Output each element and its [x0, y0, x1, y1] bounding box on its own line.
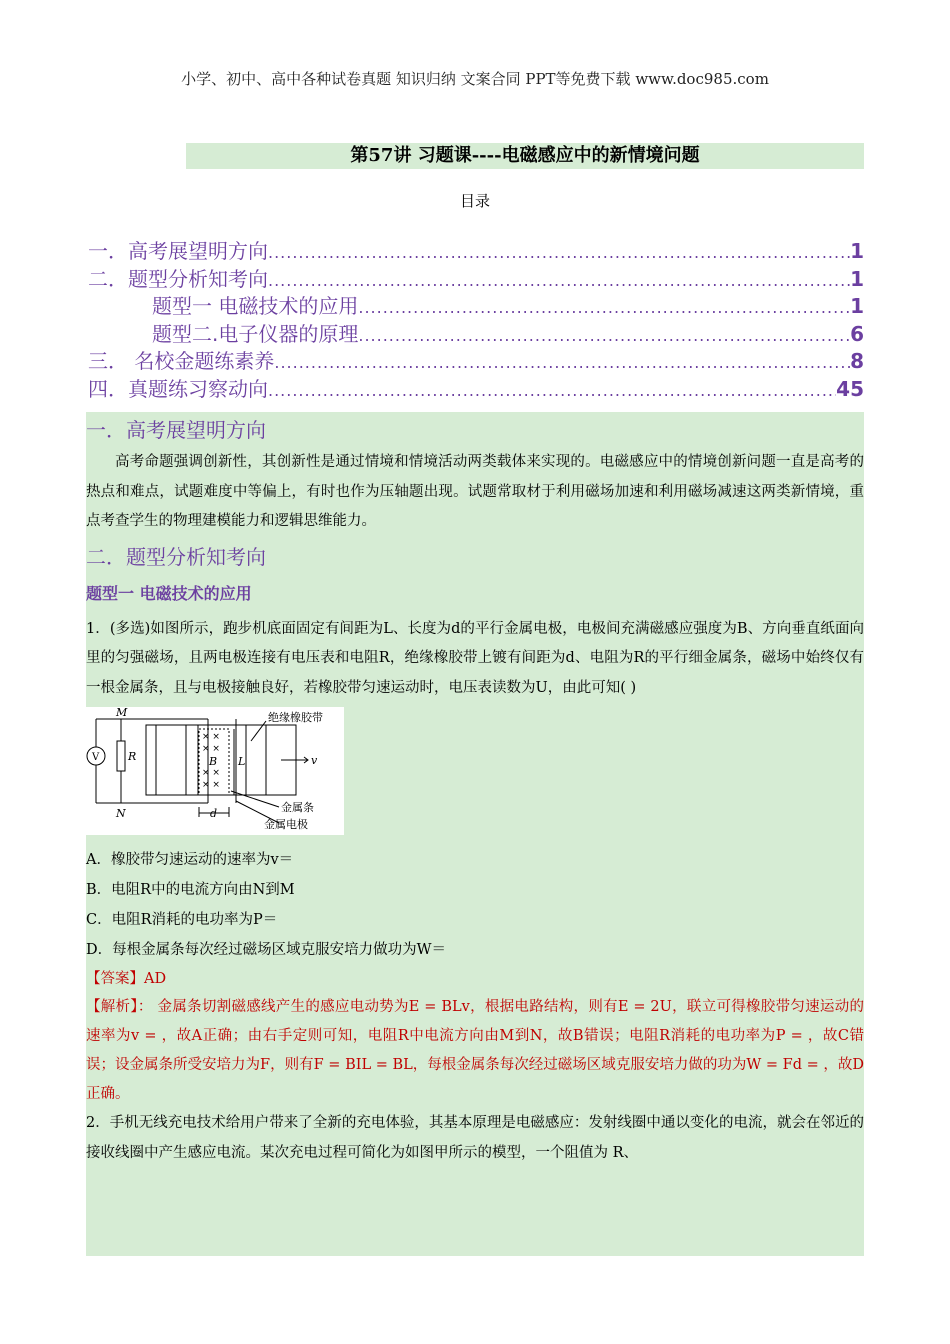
toc-leader-dots	[358, 326, 850, 345]
page-header: 小学、初中、高中各种试卷真题 知识归纳 文案合同 PPT等免费下载 www.doc985.com	[181, 70, 769, 88]
fig-label-N: N	[116, 807, 126, 820]
question-1-option-b: B．电阻R中的电流方向由N到M	[86, 882, 295, 898]
toc-leader-dots	[268, 271, 850, 290]
question-1-stem: 1．(多选)如图所示，跑步机底面固定有间距为L、长度为d的平行金属电极，电极间充满磁感应强度为B、方向垂直纸面向里的匀强磁场，且两电极连接有电压表和电阻R，绝缘橡胶带上镀有间距为d、电阻为R的平行细金属条，磁场中始终仅有一根金属条，且与电极接触良好，若橡胶带匀速运动时，电压表读数为U，由此可知( )	[86, 620, 864, 696]
toc-entry-label: 三． 名校金题练素养	[88, 349, 275, 373]
toc-entry[interactable]	[88, 235, 864, 263]
section-heading-analysis: 二．题型分析知考向	[86, 544, 266, 569]
toc-entry-label: 一．高考展望明方向	[88, 239, 268, 263]
fig-label-R: R	[128, 750, 137, 763]
question-2-stem: 2．手机无线充电技术给用户带来了全新的充电体验，其基本原理是电磁感应：发射线圈中通以变化的电流，就会在邻近的接收线圈中产生感应电流。某次充电过程可简化为如图甲所示的模型，一个阻值为 R、	[86, 1115, 864, 1161]
fig-label-L: L	[238, 755, 246, 768]
question-1-answer: 【答案】AD	[86, 971, 167, 987]
toc-entry[interactable]	[88, 345, 864, 373]
toc-leader-dots	[358, 298, 850, 317]
toc-entry[interactable]	[88, 263, 864, 291]
question-1-option-a: A．橡胶带匀速运动的速率为v＝	[86, 852, 294, 868]
toc-leader-dots	[268, 243, 850, 262]
subsection-heading-type1: 题型一 电磁技术的应用	[86, 583, 252, 603]
toc-entry-label: 题型二.电子仪器的原理	[152, 321, 359, 346]
fig-label-strip: 金属条	[281, 801, 314, 814]
fig-label-electrode: 金属电极	[264, 818, 308, 831]
fig-label-d: d	[210, 807, 218, 820]
fig-label-v: v	[311, 754, 318, 767]
question-1-option-c: C．电阻R消耗的电功率为P＝	[86, 912, 278, 928]
toc-leader-dots	[274, 353, 850, 372]
question-1-analysis: 【解析】： 金属条切割磁感线产生的感应电动势为E = BLv，根据电路结构，则有E = 2U，联立可得橡胶带匀速运动的速率为v = ，故A正确；由右手定则可知，电阻R中电流方向由M到N，故B错误；电阻R消耗的电功率为P = ，故C错误；设金属条所受安培力为F，则有F = BIL = BL，每根金属条每次经过磁场区域克服安培力做的功为W = Fd = ，故D正确。	[86, 999, 864, 1102]
svg-text:× ×: × ×	[202, 780, 220, 790]
main-content	[86, 412, 864, 1168]
toc-entry-label: 四．真题练习察动向	[88, 376, 268, 401]
svg-text:× ×: × ×	[202, 744, 220, 754]
toc-entry-label: 题型一 电磁技术的应用	[152, 294, 359, 318]
toc-entry-label: 二．题型分析知考向	[88, 266, 268, 291]
section-intro-text: 高考命题强调创新性，其创新性是通过情境和情境活动两类载体来实现的。电磁感应中的情境创新问题一直是高考的热点和难点，试题难度中等偏上，有时也作为压轴题出现。试题常取材于利用磁场加速和利用磁场减速这两类新情境，重点考查学生的物理建模能力和逻辑思维能力。	[86, 454, 864, 529]
fig-label-V: V	[92, 752, 100, 763]
toc-entry-page: 45	[836, 376, 864, 401]
fig-label-M: M	[116, 707, 128, 719]
question-1-option-d: D．每根金属条每次经过磁场区域克服安培力做功为W＝	[86, 942, 447, 958]
svg-text:× ×: × ×	[202, 732, 220, 742]
toc-entry[interactable]	[88, 373, 864, 401]
toc-entry-page: 1	[850, 294, 864, 318]
fig-label-belt: 绝缘橡胶带	[268, 711, 323, 724]
toc-title: 目录	[459, 192, 490, 210]
toc-entry[interactable]	[88, 290, 864, 318]
toc-entry-page: 1	[850, 266, 864, 291]
toc-entry-page: 6	[850, 321, 864, 346]
fig-label-B: B	[209, 755, 218, 768]
svg-text:× ×: × ×	[202, 768, 220, 778]
toc-entry[interactable]	[88, 318, 864, 346]
treadmill-circuit-diagram	[86, 707, 344, 835]
toc-entry-page: 1	[850, 239, 864, 263]
section-heading-outlook: 一．高考展望明方向	[86, 418, 266, 442]
toc-leader-dots	[268, 381, 836, 400]
table-of-contents	[88, 235, 864, 400]
lesson-title: 第57讲 习题课----电磁感应中的新情境问题	[186, 143, 864, 169]
toc-entry-page: 8	[850, 349, 864, 373]
